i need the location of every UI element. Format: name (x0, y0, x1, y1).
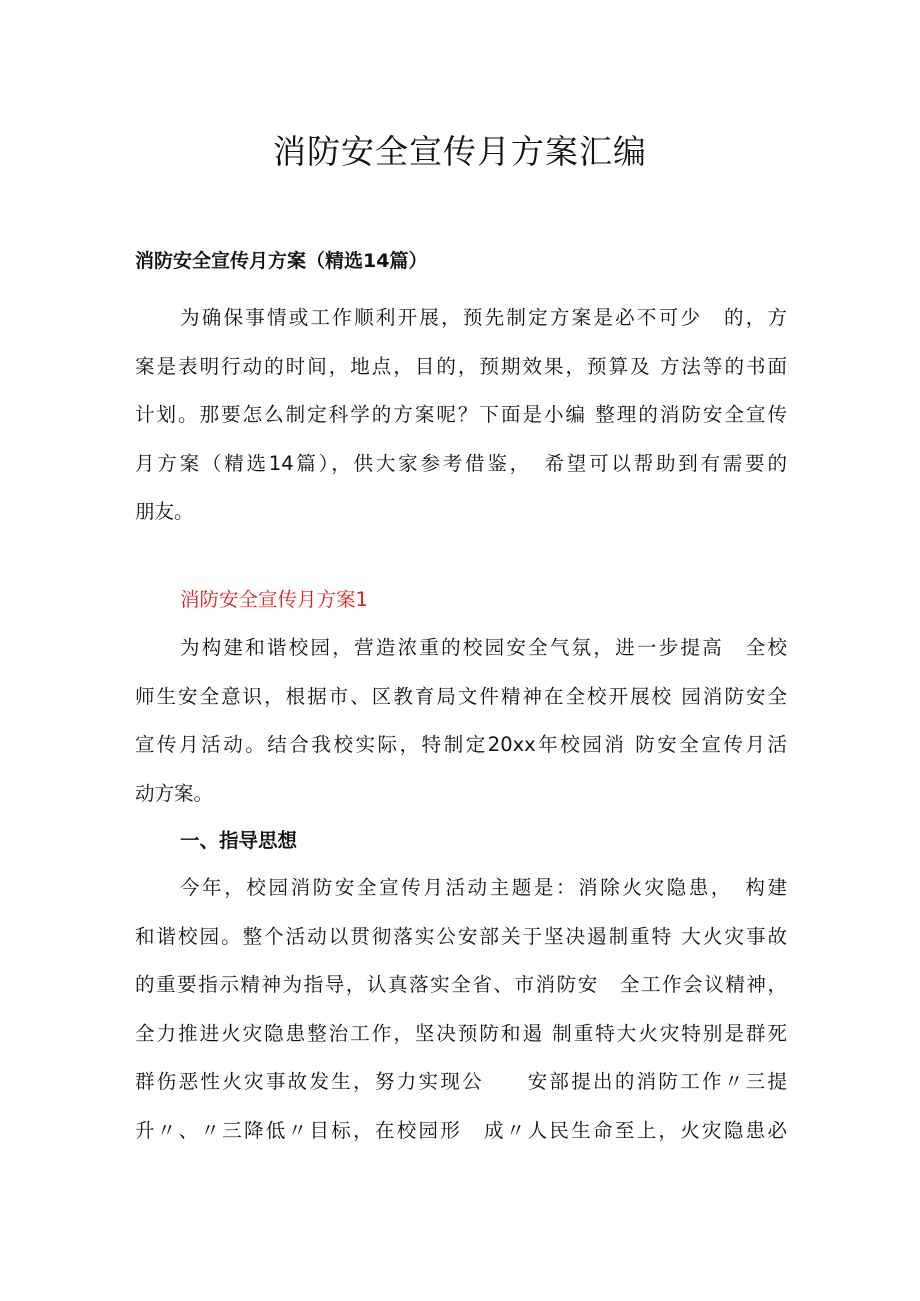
guiding-line: 全力推进火灾隐患整治工作，坚决预防和遏 制重特大火灾特别是群死 (135, 1021, 787, 1045)
section-heading: 一、指导思想 (180, 829, 298, 852)
section1-line: 动方案。 (135, 781, 214, 805)
section1-line: 为构建和谐校园，营造浓重的校园安全气氛，进一步提高 全校 (180, 636, 787, 659)
intro-line: 计划。那要怎么制定科学的方案呢？下面是小编 整理的消防安全宣传 (135, 403, 787, 426)
section1-paragraph (135, 624, 787, 818)
section1-line: 师生安全意识，根据市、区教育局文件精神在全校开展校 园消防安全 (135, 684, 787, 708)
document-title: 消防安全宣传月方案汇编 (273, 132, 647, 171)
guiding-line: 和谐校园。整个活动以贯彻落实公安部关于坚决遏制重特 大火灾事故 (135, 924, 787, 948)
guiding-line: 今年，校园消防安全宣传月活动主题是：消除火灾隐患， 构建 (180, 876, 787, 899)
intro-line: 朋友。 (135, 500, 194, 523)
document-subtitle: 消防安全宣传月方案（精选14篇） (135, 250, 428, 272)
intro-line: 为确保事情或工作顺利开展，预先制定方案是必不可少 的，方 (180, 306, 787, 329)
section1-line: 宣传月活动。结合我校实际，特制定20xx年校园消 防安全宣传月活 (135, 733, 787, 756)
intro-line: 案是表明行动的时间，地点，目的，预期效果，预算及 方法等的书面 (135, 354, 787, 378)
guiding-line: 的重要指示精神为指导，认真落实全省、市消防安 全工作会议精神， (135, 973, 787, 996)
guiding-line: 群伤恶性火灾事故发生，努力实现公 安部提出的消防工作〃三提 (135, 1070, 787, 1093)
guiding-paragraph (135, 864, 787, 1155)
guiding-line: 升〃、〃三降低〃目标，在校园形 成〃人民生命至上，火灾隐患必 (135, 1118, 787, 1142)
intro-line: 月方案（精选14篇），供大家参考借鉴， 希望可以帮助到有需要的 (135, 451, 787, 475)
intro-paragraph (135, 294, 787, 537)
section-title: 消防安全宣传月方案1 (180, 588, 368, 611)
